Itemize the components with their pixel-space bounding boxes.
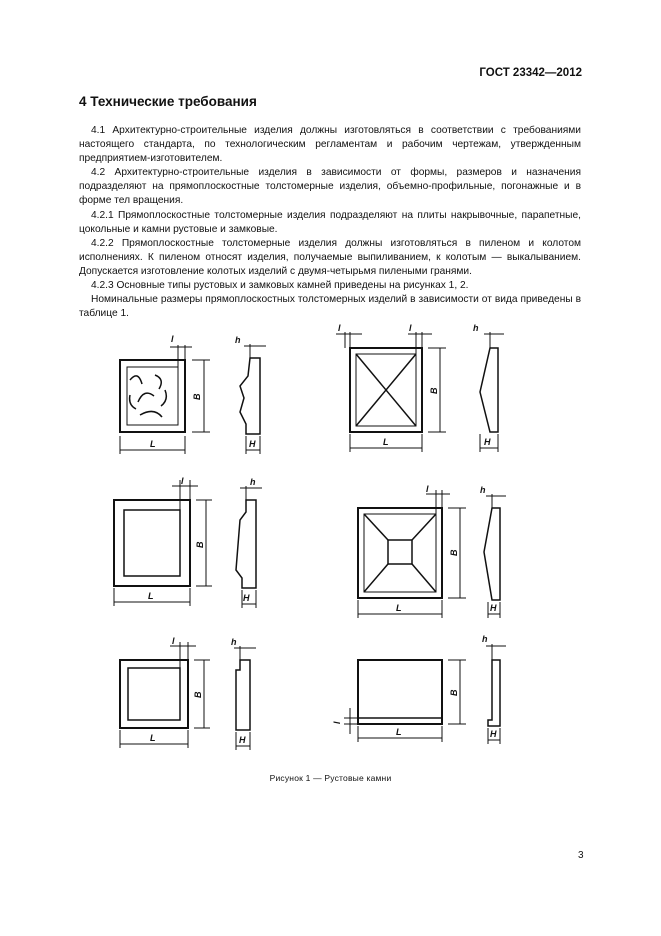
document-number: ГОСТ 23342—2012: [479, 67, 582, 79]
dim-label-H: H: [484, 437, 491, 447]
paragraph-text: 4.2.2 Прямоплоскостные толстомерные изделия должны изготовляться в пиленом и колотом исполнениях. К пиленом относят изделия, получаемые выпиливанием, к колотым — выкалыванием. Допускается изготовление колотых изделий с двумя-четырьмя пилеными гранями.: [79, 237, 581, 277]
dim-label-h: h: [473, 323, 479, 333]
dim-label-l: l: [426, 484, 429, 494]
paragraph-text: Номинальные размеры прямоплоскостных толстомерных изделий в зависимости от вида приведены в таблице 1.: [79, 294, 581, 320]
dim-label-h: h: [250, 477, 256, 487]
paragraph-4-2: [79, 166, 581, 208]
figure-caption: Рисунок 1 — Рустовые камни: [269, 773, 392, 783]
dim-label-l: l: [172, 636, 175, 646]
dim-label-l: l: [171, 334, 174, 344]
dim-label-L: L: [396, 727, 402, 737]
paragraph-sizes: [79, 293, 581, 321]
paragraph-4-2-1: [79, 209, 581, 237]
dim-label-H: H: [243, 593, 250, 603]
dim-label-B: B: [449, 549, 459, 556]
section-title: 4 Технические требования: [79, 94, 257, 109]
dim-label-L: L: [150, 439, 156, 449]
dim-label-B: B: [449, 689, 459, 696]
dim-label-B: B: [195, 541, 205, 548]
stone-framed-side: [236, 486, 262, 608]
dim-label-H: H: [249, 439, 256, 449]
dim-label-H: H: [490, 729, 497, 739]
dim-label-l: l: [332, 721, 342, 724]
body-text: [79, 124, 581, 321]
stone-slab-front: [344, 660, 466, 742]
paragraph-4-2-3: [79, 279, 581, 293]
stone-pyramid-side: [484, 494, 506, 618]
stone-cross-side: [480, 332, 504, 452]
paragraph-text: 4.2.3 Основные типы рустовых и замковых камней приведены на рисунках 1, 2.: [91, 280, 469, 292]
paragraph-text: 4.2.1 Прямоплоскостные толстомерные изделия подразделяют на плиты накрывочные, парапетные, цокольные и камни рустовые и замковые.: [79, 209, 581, 235]
dim-label-l: l: [409, 323, 412, 333]
dim-label-L: L: [150, 733, 156, 743]
dim-label-L: L: [396, 603, 402, 613]
page-number: 3: [578, 850, 584, 861]
paragraph-text: 4.2 Архитектурно-строительные изделия в зависимости от формы, размеров и назначения подразделяют на прямоплоскостные толстомерные изделия, объемно-профильные, погонажные и в форме тел вращения.: [79, 167, 581, 207]
figure-rustic-stones: [100, 320, 520, 750]
dim-label-H: H: [490, 603, 497, 613]
dim-label-L: L: [148, 591, 154, 601]
dim-label-h: h: [235, 335, 241, 345]
dim-label-H: H: [239, 735, 246, 745]
dim-label-l: l: [181, 476, 184, 486]
dim-label-h: h: [480, 485, 486, 495]
dim-label-B: B: [193, 691, 203, 698]
dim-label-h: h: [231, 637, 237, 647]
dim-label-l: l: [338, 323, 341, 333]
dim-label-h: h: [482, 634, 488, 644]
dim-label-B: B: [192, 393, 202, 400]
paragraph-4-1: [79, 124, 581, 166]
stone-chipped-side: [240, 344, 266, 454]
paragraph-4-2-2: [79, 237, 581, 279]
paragraph-text: 4.1 Архитектурно-строительные изделия должны изготовляться в соответствии с требованиями настоящего стандарта, по технологическим регламентам и рабочим чертежам, утвержденным предприятием-изготовителем.: [79, 125, 581, 165]
dim-label-L: L: [383, 437, 389, 447]
dim-label-B: B: [429, 387, 439, 394]
